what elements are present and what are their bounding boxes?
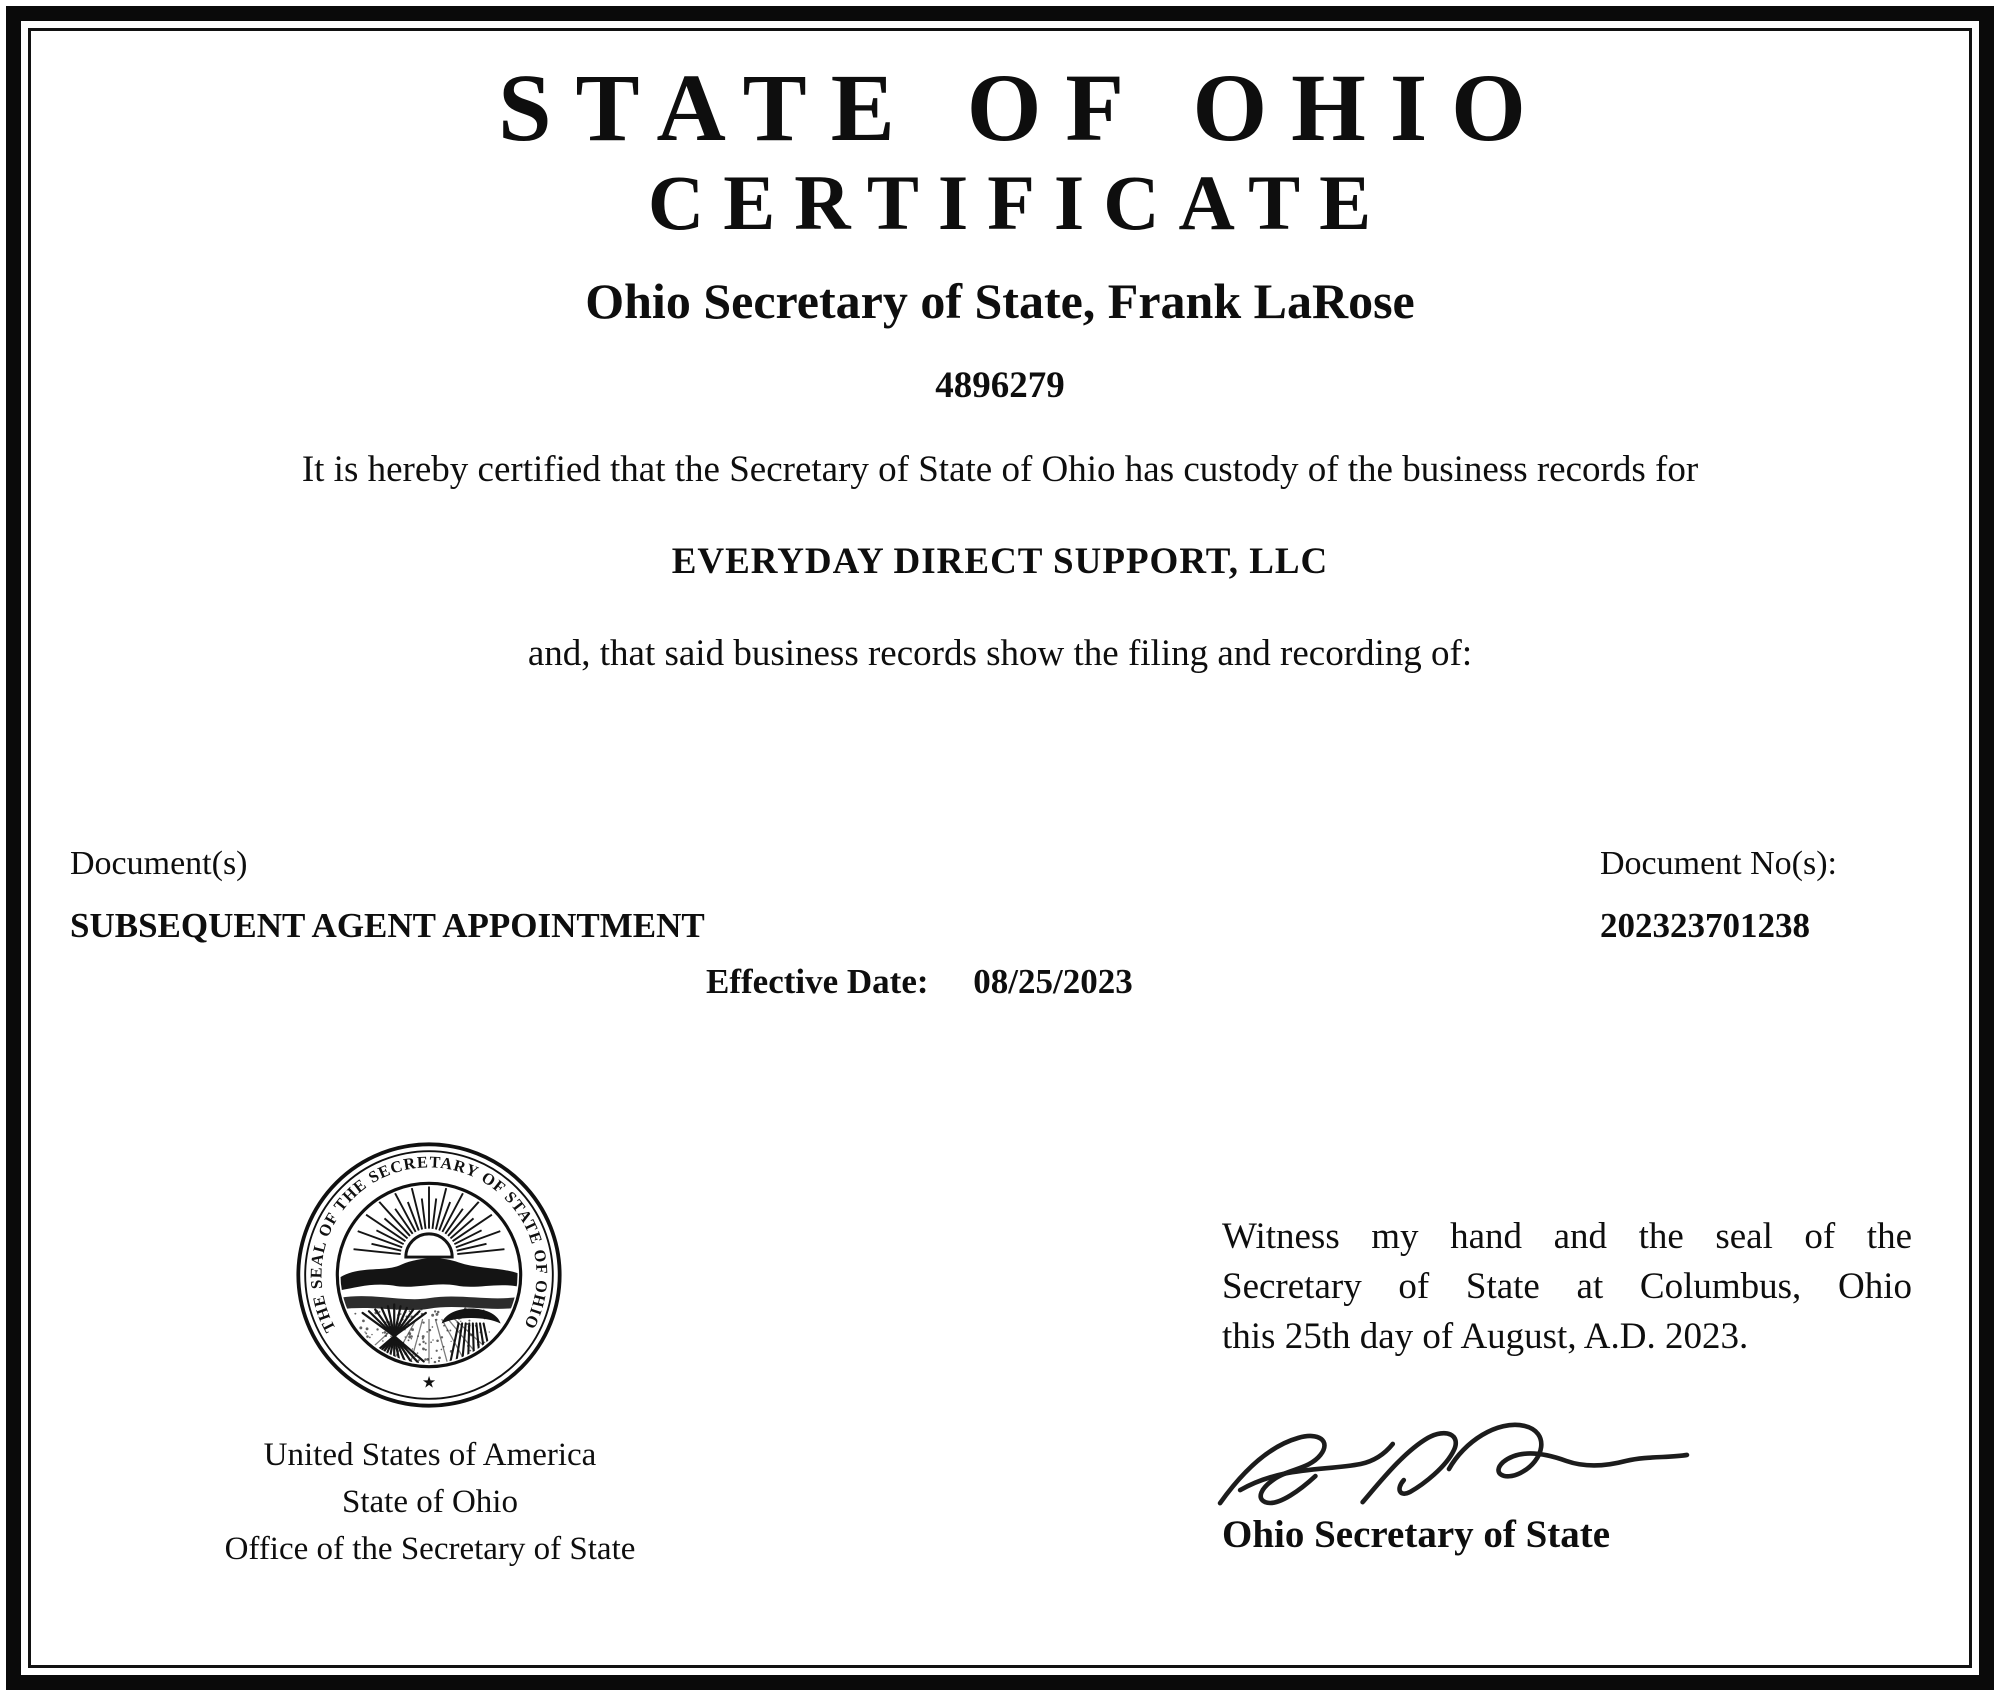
document-number: 202323701238	[1600, 906, 1810, 945]
state-title: STATE OF OHIO	[498, 54, 1550, 161]
seal-star-icon: ★	[421, 1374, 437, 1392]
caption-state: State of Ohio	[342, 1484, 518, 1520]
seal-svg	[292, 1138, 566, 1412]
seal-captions	[128, 1432, 732, 1573]
mountain-band	[337, 1258, 522, 1291]
signer-title: Ohio Secretary of State	[1222, 1513, 1611, 1556]
certification-text: It is hereby certified that the Secretary of State of Ohio has custody of the business records for	[301, 449, 1699, 490]
attestation-text	[1222, 1212, 1912, 1362]
document-numbers-label: Document No(s):	[1600, 845, 1838, 882]
filing-text: and, that said business records show the filing and recording of:	[527, 633, 1473, 674]
certificate-title: CERTIFICATE	[647, 159, 1391, 246]
issuer-line: Ohio Secretary of State, Frank LaRose	[585, 273, 1415, 329]
charter-number: 4896279	[935, 365, 1065, 406]
documents-label: Document(s)	[70, 845, 248, 882]
business-name: EVERYDAY DIRECT SUPPORT, LLC	[671, 541, 1329, 582]
caption-usa: United States of America	[263, 1437, 597, 1473]
document-type: SUBSEQUENT AGENT APPOINTMENT	[70, 906, 705, 945]
effective-date-value: 08/25/2023	[973, 962, 1133, 1001]
river-band	[337, 1296, 522, 1310]
field-furrows	[338, 1319, 519, 1378]
rising-sun-icon	[406, 1234, 452, 1257]
attestation-line-3: this 25th day of August, A.D. 2023.	[1222, 1316, 1749, 1357]
signature-frank-larose	[1212, 1404, 1694, 1526]
effective-date-row	[706, 962, 1133, 1002]
signature-icon	[1212, 1404, 1694, 1526]
seal-ring-text: THE SEAL OF THE SECRETARY OF STATE OF OHIO	[306, 1152, 552, 1336]
attestation-line-2: Secretary of State at Columbus, Ohio	[1222, 1266, 1912, 1307]
caption-office: Office of the Secretary of State	[224, 1531, 636, 1567]
attestation-line-1: Witness my hand and the seal of the	[1222, 1216, 1912, 1257]
effective-date-label: Effective Date:	[706, 962, 929, 1001]
secretary-of-state-seal-icon	[292, 1138, 566, 1412]
